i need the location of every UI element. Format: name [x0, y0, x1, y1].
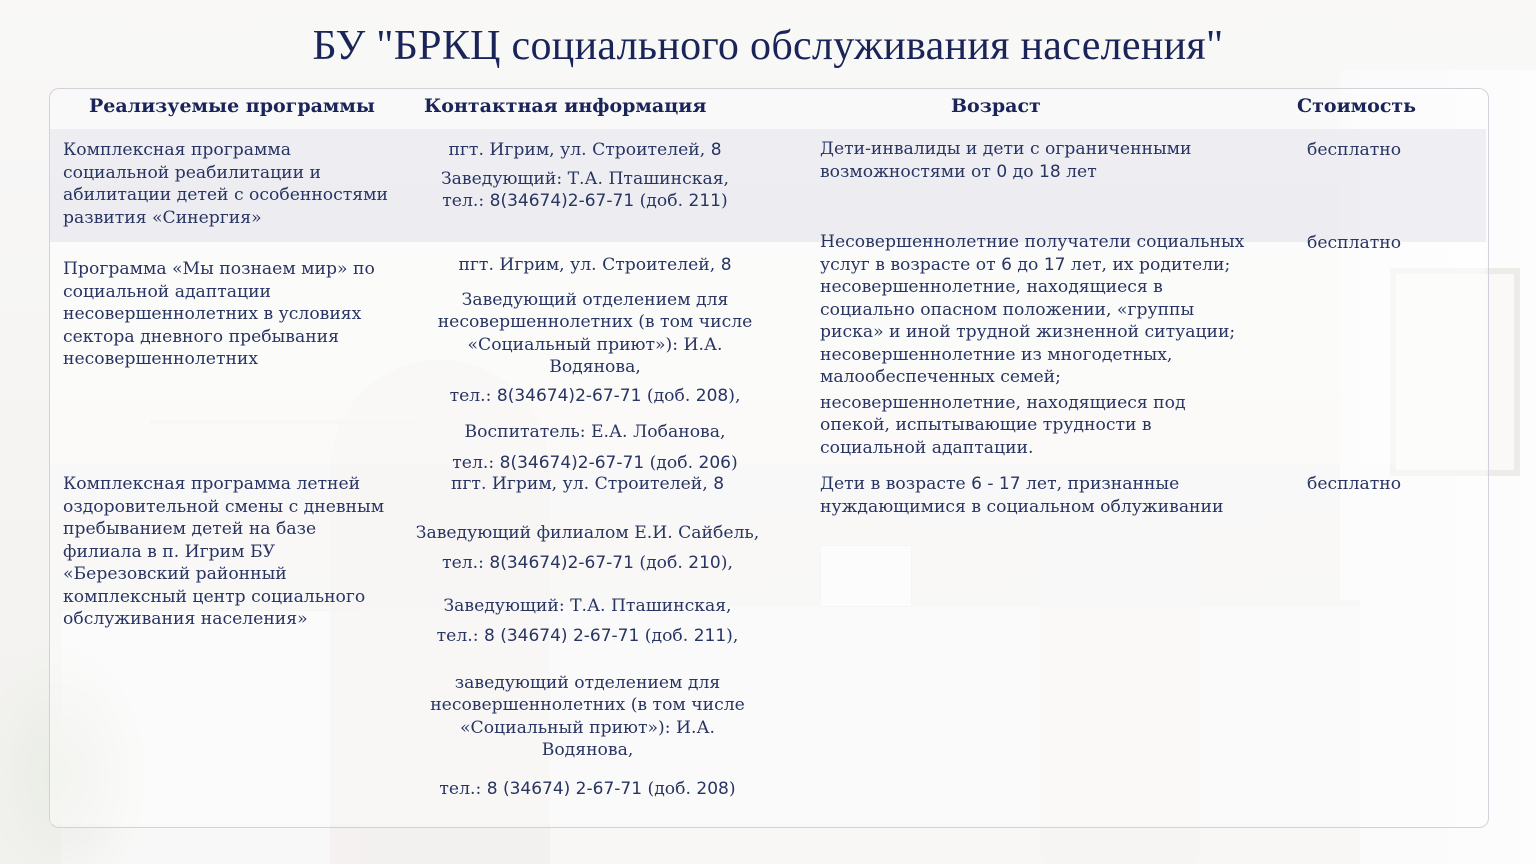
program-name: Комплексная программа социальной реабилитации и абилитации детей с особенностями развития «Синергия» [63, 140, 388, 228]
page-title: БУ "БРКЦ социального обслуживания населения" [312, 23, 1224, 69]
table-row [63, 139, 398, 229]
address: пгт. Игрим, ул. Строителей, 8 [458, 255, 732, 275]
contact-cell [410, 254, 780, 474]
address: пгт. Игрим, ул. Строителей, 8 [450, 474, 725, 494]
age-cell: Дети-инвалиды и дети с ограниченными возможностями от 0 до 18 лет [820, 139, 1192, 182]
phone: тел.: 8(34674)2-67-71 (доб. 211) [442, 191, 728, 211]
phone: тел.: 8(34674)2-67-71 (доб. 210), [442, 553, 733, 573]
phone: тел.: 8 (34674) 2-67-71 (доб. 208) [439, 778, 736, 799]
phone: тел.: 8(34674)2-67-71 (доб. 208), [449, 385, 741, 406]
head-name: Заведующий отделением для несовершеннолетних (в том числе «Социальный приют»): И.А. Водянова, [437, 289, 753, 377]
header-age: Возраст [951, 95, 1041, 117]
head-name: Заведующий: Т.А. Пташинская, [440, 168, 730, 189]
head-name: Заведующий: Т.А. Пташинская, [443, 595, 732, 616]
age-cell: Дети в возрасте 6 - 17 лет, признанные нуждающимися в социальном облуживании [820, 474, 1224, 517]
cost-cell: бесплатно [1307, 140, 1402, 160]
branch-head-name: Заведующий филиалом Е.И. Сайбель, [415, 522, 760, 543]
dept-head-name: заведующий отделением для несовершеннолетних (в том числе «Социальный приют»): И.А. Водянова, [430, 672, 745, 760]
program-name: Комплексная программа летней оздоровительной смены с дневным пребыванием детей на базе филиала в п. Игрим БУ «Березовский районный комплексный центр социального обслуживания населения» [63, 474, 385, 629]
program-name: Программа «Мы познаем мир» по социальной адаптации несовершеннолетних в условиях сектора дневного пребывания несовершеннолетних [63, 259, 375, 369]
table-row [63, 473, 398, 631]
header-programs: Реализуемые программы [89, 95, 375, 117]
address: пгт. Игрим, ул. Строителей, 8 [448, 140, 722, 160]
cost-cell: бесплатно [1307, 233, 1402, 253]
header-cost: Стоимость [1297, 95, 1417, 117]
age-cell: Несовершеннолетние получатели социальных услуг в возрасте от 6 до 17 лет, их родители; несовершеннолетние, находящиеся в социально опасном положении, «группы риска» и иной трудной жизненной ситуации; несовершеннолетние из многодетных, малообеспеченных семей; несовершеннолетние, находящиеся под опекой, испытывающие трудности в социальной адаптации. [820, 232, 1245, 458]
header-contacts: Контактная информация [424, 95, 707, 117]
phone: тел.: 8(34674)2-67-71 (доб. 206) [452, 452, 738, 473]
cost-cell: бесплатно [1307, 474, 1402, 494]
contact-cell [400, 139, 770, 213]
table-row [63, 258, 383, 371]
phone: тел.: 8 (34674) 2-67-71 (доб. 211), [436, 626, 739, 646]
contact-cell [400, 473, 775, 800]
educator-name: Воспитатель: Е.А. Лобанова, [464, 422, 726, 442]
